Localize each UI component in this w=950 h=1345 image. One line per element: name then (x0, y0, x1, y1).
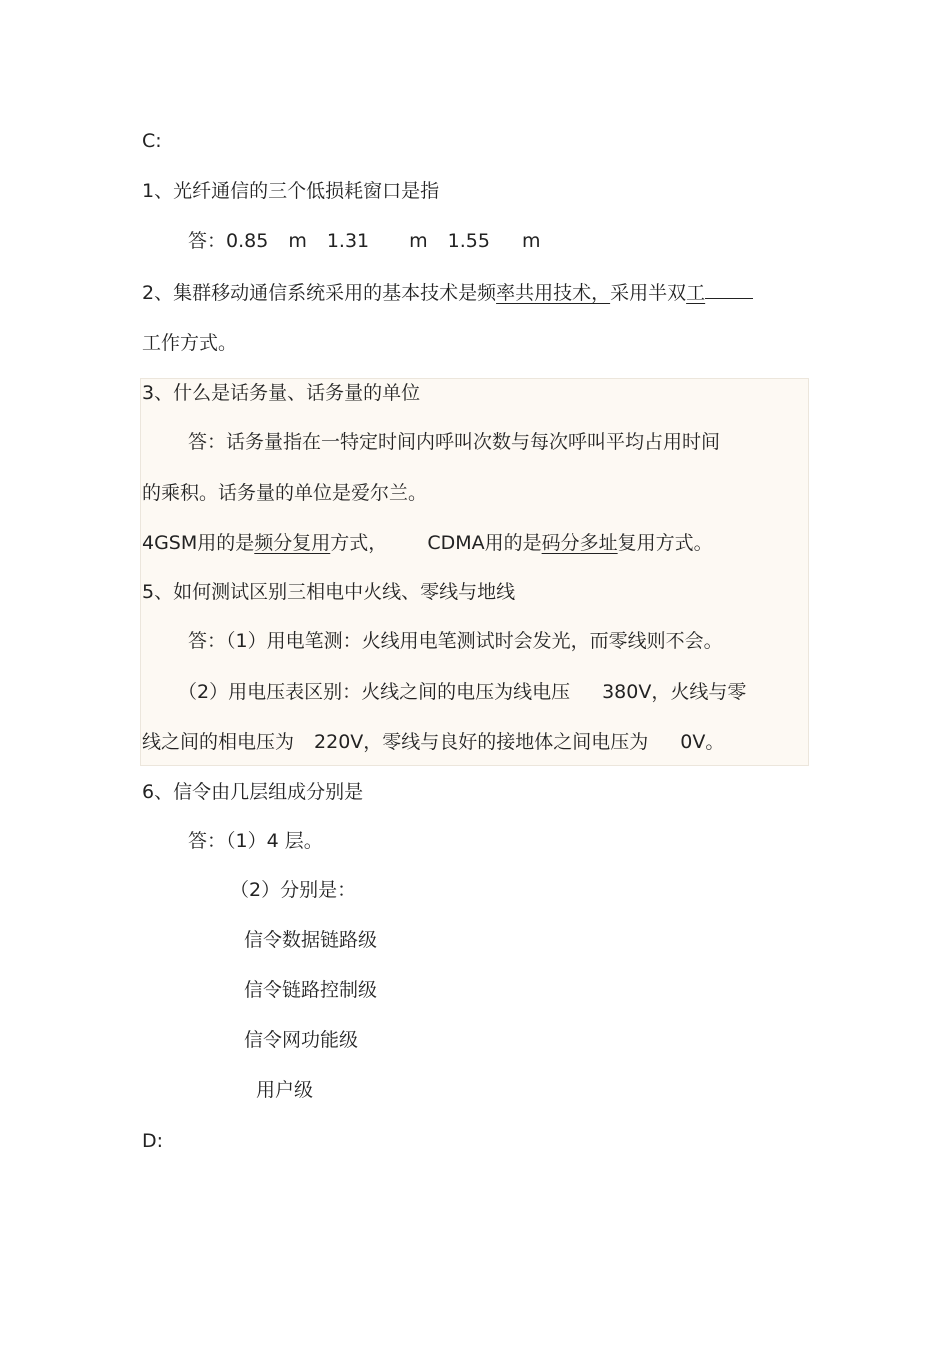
q4-gsm: 4GSM (142, 532, 198, 554)
q2-line-1 (142, 280, 753, 306)
q4-text-2: 方式， (330, 532, 388, 554)
q5-answer-line-3-text: 线之间的相电压为 (142, 731, 295, 753)
q5-question: 5、如何测试区别三相电中火线、零线与地线 (142, 581, 516, 603)
q2-fill-blank-1: 率共用技术， (496, 282, 611, 304)
q6-question: 6、信令由几层组成分别是 (142, 781, 364, 803)
q6-answer-line-1: 答：（1）4 层。 (188, 830, 323, 852)
q4-line (142, 530, 713, 556)
q1-value-2: 1.31 (326, 230, 370, 252)
q3-answer-line-1: 答：话务量指在一特定时间内呼叫次数与每次呼叫平均占用时间 (188, 431, 721, 453)
q4-cdma: CDMA (427, 532, 485, 554)
q4-text-4: 复用方式。 (617, 532, 713, 554)
q5-answer-line-3-value: 0V。 (680, 731, 725, 753)
q2-blank-line (705, 280, 753, 299)
q3-answer-line-2: 的乘积。话务量的单位是爱尔兰。 (142, 482, 428, 504)
q5-answer-line-2-text: （2）用电压表区别：火线之间的电压为线电压 (178, 681, 571, 703)
q1-answer (188, 228, 541, 254)
q1-unit-3: m (521, 230, 541, 252)
q6-level-2: 信令链路控制级 (244, 979, 378, 1001)
q5-answer-line-1: 答：（1）用电笔测：火线用电笔测试时会发光，而零线则不会。 (188, 630, 723, 652)
q1-question: 1、光纤通信的三个低损耗窗口是指 (142, 180, 440, 202)
q5-answer-line-3 (142, 729, 724, 755)
q3-question: 3、什么是话务量、话务量的单位 (142, 382, 421, 404)
q4-text-3: 用的是 (484, 532, 542, 554)
q4-fill-blank-2: 码分多址 (541, 532, 618, 554)
q6-level-3: 信令网功能级 (244, 1029, 359, 1051)
q6-answer-line-2: （2）分别是： (230, 879, 357, 901)
section-d-heading: D: (142, 1130, 164, 1152)
q2-line-2: 工作方式。 (142, 332, 238, 354)
q4-text-1: 用的是 (197, 532, 255, 554)
q5-answer-line-2-value: 380V，火线与零 (602, 681, 747, 703)
q2-text-2: 采用半双 (610, 282, 687, 304)
q4-fill-blank-1: 频分复用 (254, 532, 331, 554)
q1-value-3: 1.55 (447, 230, 490, 252)
q1-value-1: 0.85 (226, 230, 269, 252)
section-c-heading: C: (142, 130, 162, 152)
q5-answer-line-3-mid: 220V，零线与良好的接地体之间电压为 (314, 731, 649, 753)
q6-level-4: 用户级 (256, 1079, 314, 1101)
q2-text-1: 2、集群移动通信系统采用的基本技术是频 (142, 282, 497, 304)
q6-level-1: 信令数据链路级 (244, 929, 378, 951)
q1-answer-prefix: 答： (188, 230, 227, 252)
q5-answer-line-2 (178, 679, 746, 705)
q1-unit-2: m (409, 230, 428, 252)
q1-unit-1: m (288, 230, 307, 252)
q2-fill-blank-2: 工 (686, 282, 706, 304)
